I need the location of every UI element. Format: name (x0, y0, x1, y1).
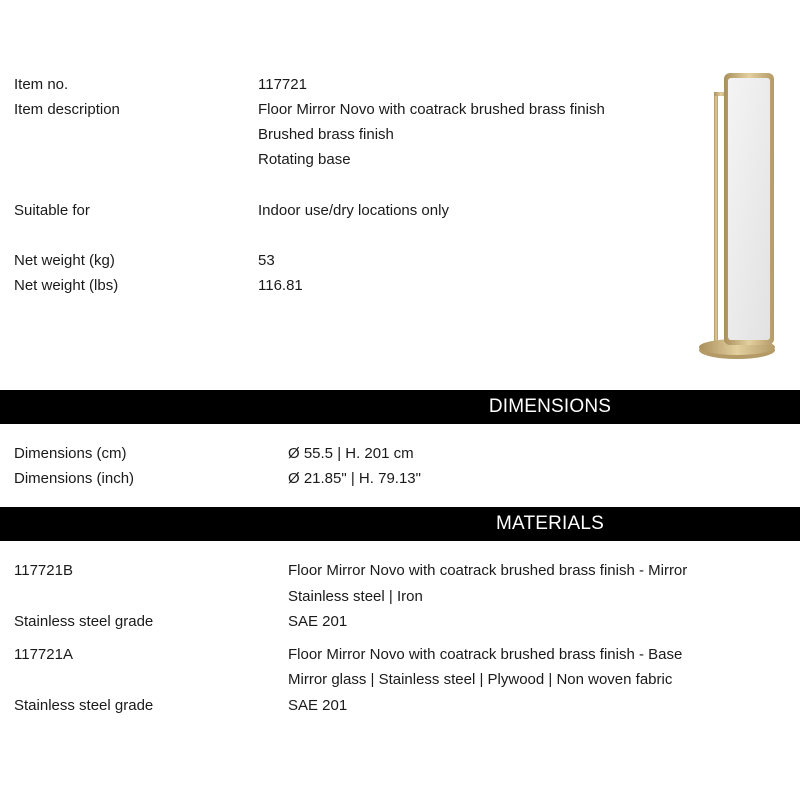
part-materials: Stainless steel | Iron (288, 588, 423, 605)
steel-grade-label: Stainless steel grade (14, 697, 154, 714)
dimensions-inch-value: Ø 21.85" | H. 79.13" (288, 470, 421, 487)
item-no-value: 117721 (258, 76, 307, 93)
floor-mirror-product-image (690, 70, 780, 370)
steel-grade-value: SAE 201 (288, 697, 348, 714)
item-description-label: Item description (14, 101, 120, 118)
part-description: Floor Mirror Novo with coatrack brushed brass finish - Base (288, 646, 683, 663)
materials-heading: MATERIALS (495, 513, 605, 534)
dimensions-cm-label: Dimensions (cm) (14, 445, 127, 462)
part-materials: Mirror glass | Stainless steel | Plywood | Non woven fabric (288, 671, 673, 688)
dimensions-heading: DIMENSIONS (488, 396, 612, 417)
materials-heading-bar (0, 507, 800, 541)
steel-grade-value: SAE 201 (288, 613, 348, 630)
item-description-line-2: Brushed brass finish (258, 126, 394, 143)
steel-grade-label: Stainless steel grade (14, 613, 154, 630)
net-weight-kg-value: 53 (258, 252, 275, 269)
part-description: Floor Mirror Novo with coatrack brushed brass finish - Mirror (288, 562, 688, 579)
part-code: 117721A (14, 646, 73, 663)
part-code: 117721B (14, 562, 73, 579)
item-description-line-3: Rotating base (258, 151, 351, 168)
item-description-line-1: Floor Mirror Novo with coatrack brushed brass finish (258, 101, 605, 118)
dimensions-heading-bar (0, 390, 800, 424)
net-weight-kg-label: Net weight (kg) (14, 252, 115, 269)
net-weight-lbs-label: Net weight (lbs) (14, 277, 119, 294)
net-weight-lbs-value: 116.81 (258, 277, 303, 294)
item-no-label: Item no. (14, 76, 69, 93)
dimensions-cm-value: Ø 55.5 | H. 201 cm (288, 445, 414, 462)
dimensions-inch-label: Dimensions (inch) (14, 470, 135, 487)
suitable-for-label: Suitable for (14, 202, 90, 219)
suitable-for-value: Indoor use/dry locations only (258, 202, 449, 219)
